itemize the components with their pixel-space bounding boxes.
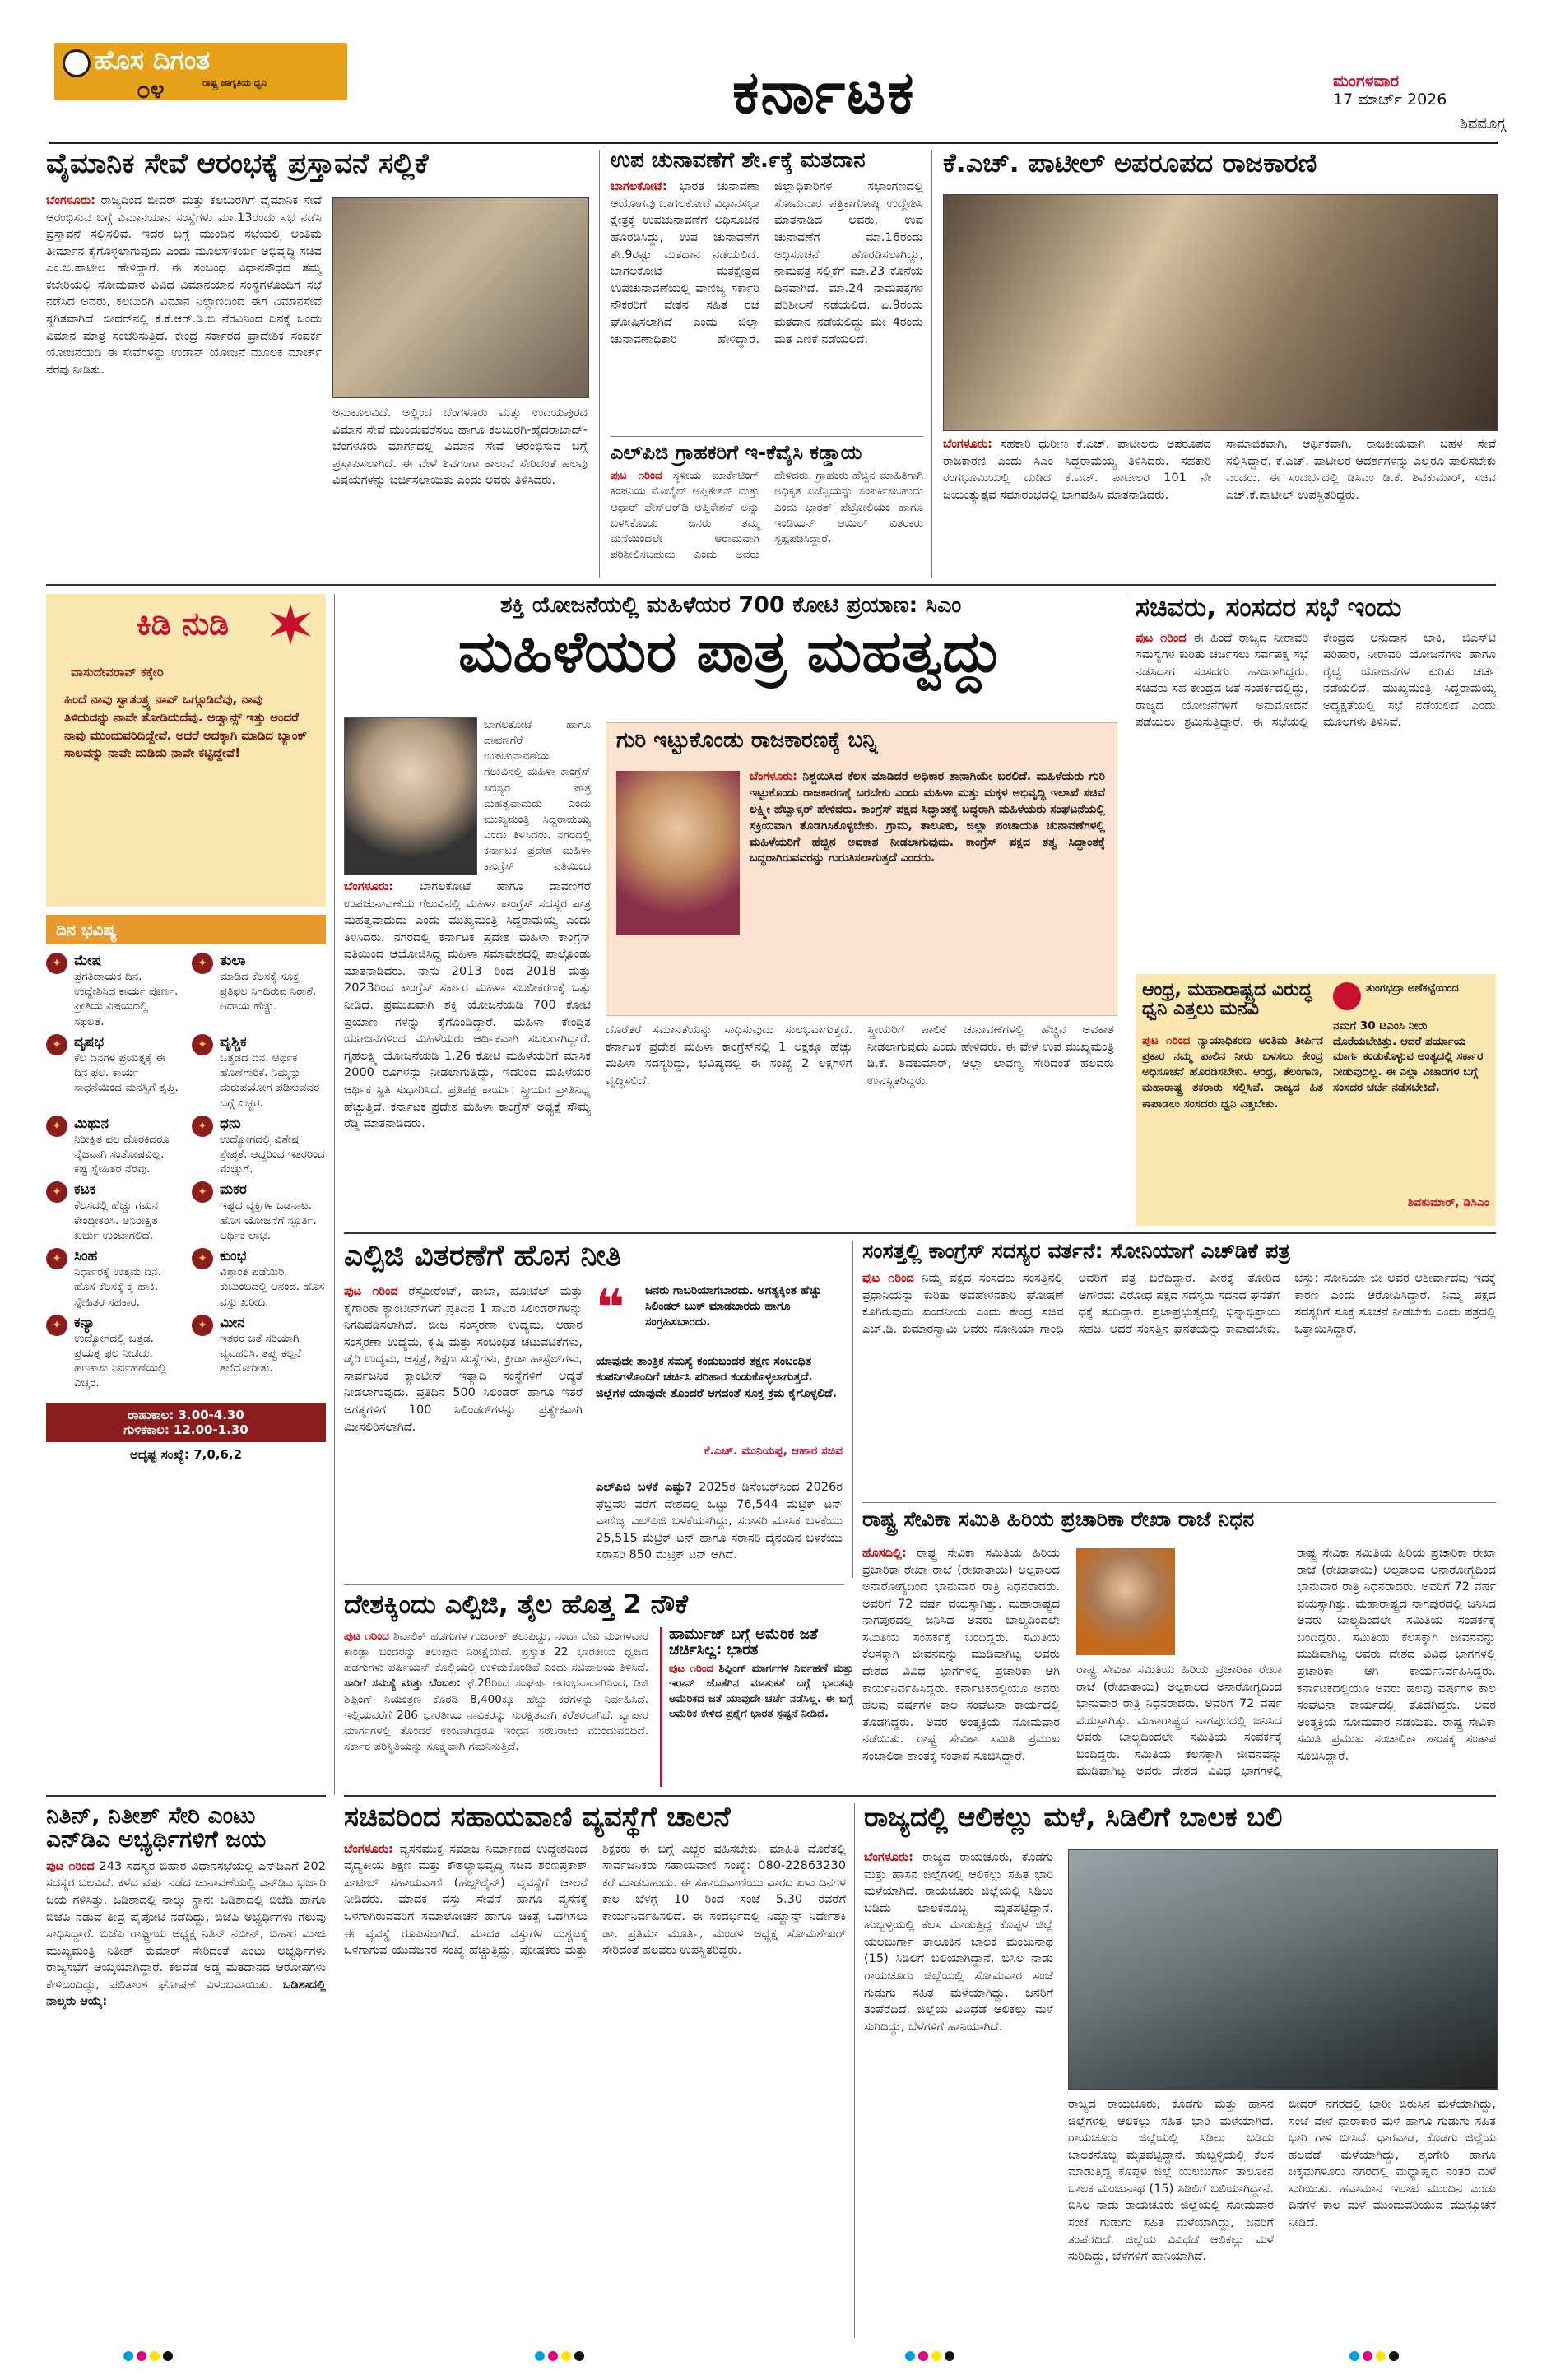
horoscope-item xyxy=(192,953,326,1029)
headline: ಉಪ ಚುನಾವಣೆಗೆ ಶೇ.೯ಕ್ಕೆ ಮತದಾನ xyxy=(611,148,866,173)
horoscope-text: ವಿಶ್ರಾಂತಿ ಪಡೆಯಿರಿ. ಕುಟುಂಬದಲ್ಲಿ ಆನಂದ. ಹೊಸ ವಸ್ತು ಖರೀದಿ. xyxy=(220,1265,325,1309)
divider xyxy=(854,1803,855,2338)
headline: ದೇಶಕ್ಕಿಂದು ಎಲ್ಪಿಜಿ, ತೈಲ ಹೊತ್ತ 2 ನೌಕೆ xyxy=(344,1589,688,1620)
sub-label: ಸಾರಿಗೆ ಸಮಸ್ಯೆ ಮತ್ತು ಬೆಂಬಲ: xyxy=(344,1677,461,1691)
registration-marks-left xyxy=(123,2351,173,2361)
zodiac-icon: ✦ xyxy=(46,1034,67,1055)
story-airport-col2: ಅನುಕೂಲವಿದೆ. ಅಲ್ಲಿಂದ ಬೆಂಗಳೂರು ಮತ್ತು ಉದಯಪುರದ ವಿಮಾನ ಸೇವೆ ಮುಂದುವರೆಸಲು ಹಾಗೂ ಕಲಬುರಗಿ-ಹೈದರಾಬಾದ್-ಬೆಂಗಳೂರು ಮಾರ್ಗದಲ್ಲಿ ವಿಮಾನ ಸೇವೆ ಆರಂಭಿಸುವ ಬಗ್ಗೆ ಪ್ರಸ್ತಾಪಿಸಲಾಗಿದೆ. ಈ ವೇಳೆ ಶಿವಗಂಗಾ ಕಾಲುವೆ ಸೇರಿದಂತೆ ಹಲವು ವಿಷಯಗಳನ್ನು ಚರ್ಚಿಸಲಾಯಿತು ಎಂದು ಅವರು ತಿಳಿಸಿದರು. xyxy=(332,406,588,488)
divider xyxy=(344,1584,844,1585)
divider xyxy=(334,594,335,1795)
horoscope-sign: ಧನು xyxy=(220,1115,241,1132)
horoscope-text: ನಿರ್ಧಾರಕ್ಕೆ ಉತ್ತಮ ದಿನ. ಹೊಸ ಕೆಲಸಕ್ಕೆ ಕೈ ಹಾಕಿ. ಸ್ನೇಹಿತರ ಸಹಕಾರ. xyxy=(74,1265,161,1309)
rahukala-box xyxy=(46,1403,326,1442)
zodiac-icon: ✦ xyxy=(192,1315,213,1336)
story-ministers xyxy=(1136,594,1496,968)
zodiac-icon: ✦ xyxy=(192,1116,213,1137)
kidi-nudi-author: ವಾಸುದೇವರಾವ್ ಕಕ್ಕೇರಿ xyxy=(71,665,164,680)
lucky-number: ಅದೃಷ್ಟ ಸಂಖ್ಯೆ: 7,0,6,2 xyxy=(129,1446,243,1462)
hebbalkar-photo xyxy=(616,771,740,935)
story-rain-col1 xyxy=(864,1849,1053,2335)
horoscope-sign: ವೃಷಭ xyxy=(74,1033,105,1051)
dateline: ಪುಟ ೧ರಿಂದ xyxy=(669,1662,713,1675)
headline: ಆಂಧ್ರ, ಮಹಾರಾಷ್ಟ್ರದ ವಿರುದ್ಧ ಧ್ವನಿ ಎತ್ತಲು ಮನವಿ xyxy=(1142,980,1312,1020)
divider xyxy=(599,150,600,578)
horoscope-title: ದಿನ ಭವಿಷ್ಯ xyxy=(46,915,326,944)
kicker: ಶಕ್ತಿ ಯೋಜನೆಯಲ್ಲಿ ಮಹಿಳೆಯರ 700 ಕೋಟಿ ಪ್ರಯಾಣ: ಸಿಎಂ xyxy=(499,592,962,618)
body-text-lead: ಬಾಗಲಕೋಟೆ ಹಾಗೂ ದಾವಣಗೆರೆ ಉಪಚುನಾವಣೆಯ ಗೆಲುವಿನಲ್ಲಿ ಮಹಿಳಾ ಕಾಂಗ್ರೆಸ್ ಸದಸ್ಯರ ಪಾತ್ರ ಮಹತ್ವವಾದುದು ಎಂದು ಮುಖ್ಯಮಂತ್ರಿ ಸಿದ್ದರಾಮಯ್ಯ ಎಂದು ತಿಳಿಸಿದರು. ನಗರದಲ್ಲಿ ಕರ್ನಾಟಕ ಪ್ರದೇಶ ಮಹಿಳಾ ಕಾಂಗ್ರೆಸ್ ವತಿಯಿಂದ xyxy=(484,718,591,874)
story-airport xyxy=(46,147,589,578)
divider xyxy=(46,1795,326,1797)
horoscope-item-text xyxy=(220,1034,326,1111)
andhra-byline: ಶಿವಕುಮಾರ್, ಡಿಸಿಎಂ xyxy=(1407,1196,1489,1209)
dateline: ಪುಟ ೧ರಿಂದ xyxy=(862,1272,914,1286)
divider xyxy=(344,1232,1496,1234)
horoscope-item xyxy=(192,1034,326,1111)
horoscope-item-text xyxy=(74,1315,180,1391)
andhra-side-text: ನಮಗೆ 30 ಟಿಎಂಸಿ ನೀರು ದೊರೆಯಬೇಕಿತ್ತು. ಆದರೆ ಪರ್ಯಾಯ ಮಾರ್ಗ ಕಂಡುಕೊಳ್ಳುವ ಅಂತ್ಯದಲ್ಲಿ ಸರ್ಕಾರ ನೀಡುವುದಿಲ್ಲ. ಈ ಎಲ್ಲಾ ವಿಚಾರಗಳ ಬಗ್ಗೆ ಸಂಸದರ ಚರ್ಚೆ ನಡೆಸಬೇಕಿದೆ. xyxy=(1333,1019,1484,1094)
horoscope-sign: ಮಿಥುನ xyxy=(74,1115,109,1132)
horoscope-sign: ಕನ್ಯಾ xyxy=(74,1314,95,1331)
story-rekha-col2: ರಾಷ್ಟ್ರ ಸೇವಿಕಾ ಸಮಿತಿಯ ಹಿರಿಯ ಪ್ರಚಾರಿಕಾ ರೇಖಾ ರಾಜೆ (ರೇಖಾತಾಯಿ) ಅಲ್ಪಕಾಲದ ಅನಾರೋಗ್ಯದಿಂದ ಭಾನುವಾರ ರಾತ್ರಿ ನಿಧನರಾದರು. ಅವರಿಗೆ 72 ವರ್ಷ ವಯಸ್ಸಾಗಿತ್ತು. ಮಹಾರಾಷ್ಟ್ರದ ನಾಗಪುರದಲ್ಲಿ ಜನಿಸಿದ ಅವರು ಬಾಲ್ಯದಿಂದಲೇ ಸಮಿತಿಯ ಸಂಪರ್ಕಕ್ಕೆ ಬಂದಿದ್ದರು. ಸಮಿತಿಯ ಕೆಲಸಕ್ಕಾಗಿ ಜೀವನವನ್ನು ಮುಡಿಪಾಗಿಟ್ಟ ಅವರು ದೇಶದ ವಿವಿಧ ಭಾಗಗಳಲ್ಲಿ xyxy=(1076,1663,1282,1779)
story-lpg-policy-col2 xyxy=(596,1479,843,1574)
story-shakti xyxy=(344,594,1117,1226)
masthead-rule xyxy=(49,142,1498,144)
horoscope-sign: ಮಕರ xyxy=(220,1181,247,1199)
story-lpg-policy-col1 xyxy=(344,1283,583,1573)
story-bypoll xyxy=(611,150,923,434)
body-text: ಸಹಕಾರಿ ಧುರೀಣ ಕೆ.ಎಚ್. ಪಾಟೀಲರು ಅಪರೂಪದ ರಾಜಕಾರಣಿ ಎಂದು ಸಿಎಂ ಸಿದ್ದರಾಮಯ್ಯ ತಿಳಿಸಿದರು. ಸಹಕಾರಿ ರಂಗಭೂಮಿಯಲ್ಲಿ ದುಡಿದ ಕೆ.ಎಚ್. ಪಾಟೀಲರ 101 ನೇ ಜಯಂತ್ಯುತ್ಸವ ಸಮಾರಂಭದಲ್ಲಿ ಭಾಗವಹಿಸಿ ಮಾತನಾಡಿದರು. xyxy=(943,438,1211,502)
dateline: ಬಾಗಲಕೋಟೆ: xyxy=(611,180,667,194)
horoscope-text: ಇಷ್ಟದ ವ್ಯಕ್ತಿಗಳ ಒಡನಾಟ. ಹೊಸ ಯೋಜನೆಗೆ ಸ್ಫೂರ್ತಿ. ಆರ್ಥಿಕ ಲಾಭ. xyxy=(220,1199,317,1242)
horoscope-text: ಪ್ರಗತಿದಾಯಕ ದಿನ. ಉದ್ದೇಶಿಸಿದ ಕಾರ್ಯ ಪೂರ್ಣ. ಪ್ರೀತಿಯ ವಿಷಯದಲ್ಲಿ ಸಫಲತೆ. xyxy=(74,970,179,1028)
horoscope-text: ಕೆಲಸದಲ್ಲಿ ಹೆಚ್ಚು ಗಮನ ಕೇಂದ್ರೀಕರಿಸಿ. ಅನಿರೀಕ್ಷಿತ ಖರ್ಚು ಉಂಟಾಗಲಿದೆ. xyxy=(74,1199,159,1242)
story-patil xyxy=(943,147,1496,578)
dateline: ಪುಟ ೧ರಿಂದ xyxy=(611,469,662,483)
registration-marks-center xyxy=(535,2351,584,2361)
story-patil-col2: ಸಾಮಾಜಿಕವಾಗಿ, ಆರ್ಥಿಕವಾಗಿ, ರಾಜಕೀಯವಾಗಿ ಬಹಳ ಸೇವೆ ಸಲ್ಲಿಸಿದ್ದಾರೆ. ಕೆ.ಎಚ್. ಪಾಟೀಲರ ಆದರ್ಶಗಳನ್ನು ಎಲ್ಲರೂ ಪಾಲಿಸಬೇಕು ಎಂದರು. ಈ ಸಂದರ್ಭದಲ್ಲಿ ಡಿಸಿಎಂ ಡಿ.ಕೆ. ಶಿವಕುಮಾರ್, ಸಚಿವ ಎಚ್.ಕೆ.ಪಾಟೀಲ್ ಉಪಸ್ಥಿತರಿದ್ದರು. xyxy=(1226,438,1496,502)
body-text: ರಾಜ್ಯದಿಂದ ಬೀದರ್ ಮತ್ತು ಕಲಬುರಗಿಗೆ ವೈಮಾನಿಕ ಸೇವೆ ಆರಂಭಿಸುವ ಬಗ್ಗೆ ವಿಮಾನಯಾನ ಸಂಸ್ಥೆಗಳು ಮಾ.13ರಂದು ಸಭೆ ನಡೆಸಿ ಪ್ರಸ್ತಾವನೆ ಸಲ್ಲಿಸಲಿವೆ. ಇದರ ಬಗ್ಗೆ ಮುಂದಿನ ಸಭೆಯಲ್ಲಿ ಅಂತಿಮ ತೀರ್ಮಾನ ಕೈಗೊಳ್ಳಲಾಗುವುದು ಎಂದು ಮೂಲಸೌಕರ್ಯ ಅಭಿವೃದ್ಧಿ ಸಚಿವ ಎಂ.ಬಿ.ಪಾಟೀಲ ಹೇಳಿದ್ದಾರೆ. ಈ ಸಂಬಂಧ ವಿಧಾನಸೌಧದ ತಮ್ಮ ಕಚೇರಿಯಲ್ಲಿ ಸೋಮವಾರ ವಿವಿಧ ವಿಮಾನಯಾನ ಸಂಸ್ಥೆಗಳೊಂದಿಗೆ ಸಭೆ ನಡೆಸಿದ ಅವರು, ಕಲಬುರಗಿ ವಿಮಾನ ನಿಲ್ದಾಣದಿಂದ ಈಗ ವಿಮಾನಸೇವೆ ಸ್ಥಗಿತವಾಗಿದೆ. ಬೀದರ್‌ನಲ್ಲಿ ಕೆ.ಕೆ.ಆರ್.ಡಿ.ಬಿ ನೆರವಿನಿಂದ ದಿನಕ್ಕೆ ಒಂದು ವಿಮಾನ ಮಾತ್ರ ಸಂಚರಿಸುತ್ತಿದೆ. ಕೇಂದ್ರ ಸರ್ಕಾರದ ಪ್ರಾದೇಶಿಕ ಸಂಪರ್ಕ ಯೋಜನೆಯಡಿ ಈ ಸೇವೆಗಳನ್ನು ಉಡಾನ್ ಯೋಜನೆ ಮೂಲಕ ಮಾರ್ಚ್ ನೆರವು ನೀಡಿತು. xyxy=(46,194,322,377)
horoscope-item-text xyxy=(74,1116,180,1177)
logo-title: ಹೊಸ ದಿಗಂತ xyxy=(94,44,211,76)
zodiac-icon: ✦ xyxy=(46,1315,67,1336)
dateline: ಬೆಂಗಳೂರು: xyxy=(46,194,95,207)
story-sonia-body xyxy=(862,1270,1496,1487)
quote-text: ಯಾವುದೇ ತಾಂತ್ರಿಕ ಸಮಸ್ಯೆ ಕಂಡುಬಂದರೆ ತಕ್ಷಣ ಸಂಬಂಧಿತ ಕಂಪನಿಗಳೊಂದಿಗೆ ಚರ್ಚಿಸಿ ಪರಿಹಾರ ಕಂಡುಕೊಳ್ಳಲಾಗುತ್ತದೆ. ಜಿಲ್ಲೆಗಳ ಯಾವುದೇ ತೊಂದರೆ ಆಗದಂತೆ ಸೂಕ್ತ ಕ್ರಮ ಕೈಗೊಳ್ಳಲಿದೆ. xyxy=(596,1355,837,1400)
story-shakti-col1 xyxy=(344,879,591,1224)
body-text: ಈ ಹಿಂದೆ ರಾಜ್ಯದ ನೀರಾವರಿ ಸಮಸ್ಯೆಗಳ ಕುರಿತು ಚರ್ಚಿಸಲು ಸರ್ವಪಕ್ಷ ಸಭೆ ನಡೆಸಿದಾಗ ಸಂಸದರು ಹಾಜರಾಗಿದ್ದರು. ಸಚಿವರು ಸಹ ಕೇಂದ್ರದ ಜತೆ ಸಂಪರ್ಕದಲ್ಲಿದ್ದು, ರಾಜ್ಯದ ಯೋಜನೆಗಳಿಗೆ ಅನುಮೋದನೆ ಪಡೆಯಲು ಶ್ರಮಿಸುತ್ತಿದ್ದಾರೆ. ಈ ಸಭೆಯಲ್ಲಿ ಕೇಂದ್ರದ ಅನುದಾನ ಬಾಕಿ, ಜಿಎಸ್‌ಟಿ ಪರಿಹಾರ, ನೀರಾವರಿ ಯೋಜನೆಗಳು ಹಾಗೂ ರೈಲ್ವೆ ಯೋಜನೆಗಳ ಕುರಿತು ಚರ್ಚೆ ನಡೆಯಲಿದೆ. ಮುಖ್ಯಮಂತ್ರಿ ಸಿದ್ದರಾಮಯ್ಯ ಅಧ್ಯಕ್ಷತೆಯಲ್ಲಿ ಸಭೆ ನಡೆಯಲಿದೆ ಎಂದು ಮೂಲಗಳು ತಿಳಿಸಿವೆ. xyxy=(1136,631,1496,730)
horoscope-sign: ಕಟಕ xyxy=(74,1181,96,1199)
city-label: ಶಿವಮೊಗ್ಗ xyxy=(1460,115,1506,132)
logo xyxy=(54,43,347,104)
headline: ಸಚಿವರು, ಸಂಸದರ ಸಭೆ ಇಂದು xyxy=(1136,592,1402,623)
story-oil-ships xyxy=(344,1589,853,1788)
horoscope-text: ಕೆಲ ದಿನಗಳ ಪ್ರಯತ್ನಕ್ಕೆ ಈ ದಿನ ಫಲ. ಕಾರ್ಯ ಸಾಧನೆಯಿಂದ ಮನಸ್ಸಿಗೆ ತೃಪ್ತಿ. xyxy=(74,1051,179,1095)
horoscope-sign: ಸಿಂಹ xyxy=(74,1248,98,1265)
horoscope-sign: ವೃಶ್ಚಿಕ xyxy=(220,1033,247,1051)
headline: ಎಲ್‌ಪಿಜಿ ಗ್ರಾಹಕರಿಗೆ ಇ-ಕೆವೈಸಿ ಕಡ್ಡಾಯ xyxy=(611,441,862,464)
dateline: ಪುಟ ೧ರಿಂದ xyxy=(1142,1034,1191,1047)
headline: ಮಹಿಳೆಯರ ಪಾತ್ರ ಮಹತ್ವದ್ದು xyxy=(457,618,1004,686)
quote-box xyxy=(606,722,1117,1016)
masthead-date-block xyxy=(1333,71,1506,132)
body-text: ಶಿಪ್ಪಿಂಗ್ ಮಾರ್ಗಗಳ ನಿರ್ವಹಣೆ ಮತ್ತು ಇರಾನ್ ಜೊತೆಗಿನ ಮಾತುಕತೆ ಬಗ್ಗೆ ಭಾರತವು ಅಮೆರಿಕದ ಜತೆ ಯಾವುದೇ ಚರ್ಚೆ ನಡೆಸಿಲ್ಲ. ಈ ಬಗ್ಗೆ ಅಮೆರಿಕ ಕೇಳಿದ ಪ್ರಶ್ನೆಗೆ ಭಾರತ ಸ್ಪಷ್ಟನೆ ನೀಡಿದೆ. xyxy=(669,1662,853,1721)
registration-marks-center-right xyxy=(905,2351,954,2361)
body-text: ಶಿವಾಲಿಕ್ ಹಡಗುಗಳ ಗುಜರಾತ್ ತಲುಪಿದ್ದು, ನಂದಾ ದೇವಿ ಮಂಗಳವಾರ ಕಾಂಡ್ಲಾ ಬಂದರನ್ನು ತಲುಪುವ ನಿರೀಕ್ಷೆಯಿದೆ. ಪ್ರಸ್ತುತ 22 ಭಾರತೀಯ ಧ್ವಜದ ಹಡಗುಗಳು ಪರ್ಷಿಯನ್ ಕೊಲ್ಲಿಯಲ್ಲಿ ಉಳಿದುಕೊಂಡಿವೆ ಎಂದು ಸಚಿವಾಲಯ ತಿಳಿಸಿದೆ. xyxy=(344,1630,648,1675)
zodiac-icon: ✦ xyxy=(192,1034,213,1055)
page-number: ೦೪ xyxy=(137,76,165,104)
dateline: ಪುಟ ೧ರಿಂದ xyxy=(1136,631,1187,645)
zodiac-icon: ✦ xyxy=(46,1116,67,1137)
headline: ಸಂಸತ್ತಲ್ಲಿ ಕಾಂಗ್ರೆಸ್ ಸದಸ್ಯರ ವರ್ತನೆ: ಸೋನಿಯಾಗೆ ಎಚ್‌ಡಿಕೆ ಪತ್ರ xyxy=(862,1239,1290,1263)
zodiac-icon: ✦ xyxy=(46,1248,67,1269)
story-helpline xyxy=(344,1803,846,2338)
horoscope-item-text xyxy=(74,1181,180,1243)
story-rekha xyxy=(862,1509,1496,1787)
shakti-cont-col1: ದೊರೆತರೆ ಸಮಾನತೆಯನ್ನು ಸಾಧಿಸುವುದು ಸುಲಭವಾಗುತ್ತದೆ. ಕರ್ನಾಟಕ ಪ್ರದೇಶ ಮಹಿಳಾ ಕಾಂಗ್ರೆಸ್‌ನಲ್ಲಿ 1 ಲಕ್ಷಕ್ಕೂ ಹೆಚ್ಚು ಮಹಿಳಾ ಸದಸ್ಯರಿದ್ದು, ಭವಿಷ್ಯದಲ್ಲಿ ಈ ಸಂಖ್ಯೆ 2 ಲಕ್ಷಗಳಿಗೆ ವೃದ್ಧಿಸಲಿದೆ. xyxy=(606,1023,852,1088)
hormuz-body xyxy=(669,1662,853,1757)
horoscope-item xyxy=(46,1248,180,1310)
headline: ವೈಮಾನಿಕ ಸೇವೆ ಆರಂಭಕ್ಕೆ ಪ್ರಸ್ತಾವನೆ ಸಲ್ಲಿಕೆ xyxy=(46,147,429,180)
horoscope-item xyxy=(192,1248,326,1310)
rahukala: ರಾಹುಕಾಲ: 3.00-4.30 xyxy=(128,1407,244,1422)
quote-author: ಕೆ.ಎಚ್. ಮುನಿಯಪ್ಪ, ಆಹಾರ ಸಚಿವ xyxy=(704,1445,843,1458)
zodiac-icon: ✦ xyxy=(46,1181,67,1203)
story-airport-col1 xyxy=(46,193,322,575)
dateline: ಬೆಂಗಳೂರು: xyxy=(344,1842,393,1856)
section-title: ಕರ್ನಾಟಕ xyxy=(732,58,916,127)
divider xyxy=(46,584,1496,586)
dateline: ಬೆಂಗಳೂರು: xyxy=(344,880,393,893)
horoscope-text: ಮಾಡಿದ ಕೆಲಸಕ್ಕೆ ಸೂಕ್ತ ಪ್ರತಿಫಲ ಸಿಗದಿರುವ ನಿರಾಶೆ. ಆದಾಯ ಹೆಚ್ಚು. xyxy=(220,970,317,1014)
headline: ರಾಜ್ಯದಲ್ಲಿ ಆಲಿಕಲ್ಲು ಮಳೆ, ಸಿಡಿಲಿಗೆ ಬಾಲಕ ಬಲಿ xyxy=(864,1801,1283,1833)
body-text: ವ್ಯಸನಮುಕ್ತ ಸಮಾಜ ನಿರ್ಮಾಣದ ಉದ್ದೇಶದಿಂದ ವೈದ್ಯಕೀಯ ಶಿಕ್ಷಣ ಮತ್ತು ಕೌಶಲ್ಯಾಭಿವೃದ್ಧಿ ಸಚಿವ ಶರಣಪ್ರಕಾಶ್ ಪಾಟೀಲ್ ಸಹಾಯವಾಣಿ (ಹೆಲ್ಪ್‌ಲೈನ್) ವ್ಯವಸ್ಥೆಗೆ ಚಾಲನೆ ನೀಡಿದರು. ಮಾದಕ ವಸ್ತು ಸೇವನೆ ಹಾಗೂ ವ್ಯಸನಕ್ಕೆ ಒಳಗಾಗಿರುವವರಿಗೆ ಸಮಾಲೋಚನೆ ಹಾಗೂ ಚಿಕಿತ್ಸೆ ಒದಗಿಸಲು ಈ ವ್ಯವಸ್ಥೆ ರೂಪಿಸಲಾಗಿದೆ. ಮಾದಕ ವಸ್ತುಗಳ ದುಶ್ಚಟಕ್ಕೆ ಒಳಗಾಗುವ ಯುವಜನರ ಸಂಖ್ಯೆ ಹೆಚ್ಚುತ್ತಿದ್ದು, ಪೋಷಕರು ಮತ್ತು ಶಿಕ್ಷಕರು ಈ ಬಗ್ಗೆ ಎಚ್ಚರ ವಹಿಸಬೇಕು. ಮಾಹಿತಿ ದೊರೆತಲ್ಲಿ ಸಾರ್ವಜನಿಕರು ಸಹಾಯವಾಣಿ ಸಂಖ್ಯೆ: 080-22863230 ಕರೆ ಮಾಡಬಹುದು. ಈ ಸಹಾಯವಾಣಿಯು ವಾರದ ಏಳು ದಿನಗಳ ಕಾಲ ಬೆಳಗ್ಗೆ 10 ರಿಂದ ಸಂಜೆ 5.30 ರವರೆಗೆ ಕಾರ್ಯನಿರ್ವಹಿಸಲಿದೆ. ಈ ಸಂದರ್ಭದಲ್ಲಿ ನಿಮ್ಹಾನ್ಸ್ ನಿರ್ದೇಶಕಿ ಡಾ. ಪ್ರತಿಮಾ ಮೂರ್ತಿ, ಮಂಡಳಿ ಅಧ್ಯಕ್ಷ ಸೋಮಶೇಖರ್ ಸೇರಿದಂತೆ ಹಲವರು ಉಪಸ್ಥಿತರಿದ್ದರು. xyxy=(344,1842,846,1958)
horoscope-item xyxy=(46,1116,180,1177)
body-text: ನಿಮ್ಮ ಪಕ್ಷದ ಸಂಸದರು ಸಂಸತ್ತಿನಲ್ಲಿ ಪ್ರಧಾನಿಯನ್ನು ಕುರಿತು ಅವಹೇಳನಕಾರಿ ಘೋಷಣೆ ಕೂಗಿರುವುದು ಖಂಡನೀಯ ಎಂದು ಕೇಂದ್ರ ಸಚಿವ ಎಚ್.ಡಿ. ಕುಮಾರಸ್ವಾಮಿ ಅವರು ಸೋನಿಯಾ ಗಾಂಧಿ ಅವರಿಗೆ ಪತ್ರ ಬರೆದಿದ್ದಾರೆ. ಪೀಠಕ್ಕೆ ತೋರಿದ ಅಗೌರವ: ವಿರೋಧ ಪಕ್ಷದ ಸದಸ್ಯರು ಸದನದ ಘನತೆಗೆ ಧಕ್ಕೆ ತಂದಿದ್ದಾರೆ. ಪ್ರಜಾಪ್ರಭುತ್ವದಲ್ಲಿ ಭಿನ್ನಾಭಿಪ್ರಾಯ ಸಹಜ. ಆದರೆ ಸಂಸತ್ತಿನ ಘನತೆಯನ್ನು ಕಾಪಾಡಬೇಕು. ಬೆಸ್ತು: ಸೋನಿಯಾ ಜೀ ಅವರ ಆಶೀರ್ವಾದವು ಇದಕ್ಕೆ ಕಾರಣ ಎಂದು ಆರೋಪಿಸಿದ್ದಾರೆ. ನಿಮ್ಮ ಪಕ್ಷದ ಸದಸ್ಯರಿಗೆ ಸೂಕ್ತ ಸೂಚನೆ ನೀಡಬೇಕು ಎಂದು ಪತ್ರದಲ್ಲಿ ಒತ್ತಾಯಿಸಿದ್ದಾರೆ. xyxy=(862,1272,1496,1336)
divider xyxy=(344,1795,1496,1797)
dateline: ಬೆಂಗಳೂರು: xyxy=(864,1851,913,1864)
date-label: 17 ಮಾರ್ಚ್ 2026 xyxy=(1333,90,1447,109)
horoscope-item-text xyxy=(74,1248,180,1310)
story-shakti-col1b xyxy=(484,717,591,874)
zodiac-icon: ✦ xyxy=(46,953,67,974)
masthead xyxy=(0,0,1542,144)
body-text: ರೆಸ್ಟೋರೆಂಟ್, ಡಾಬಾ, ಹೋಟೆಲ್ ಮತ್ತು ಕೈಗಾರಿಕಾ ಕ್ಯಾಂಟೀನ್‌ಗಳಿಗೆ ಪ್ರತಿದಿನ 1 ಸಾವಿರ ಸಿಲಿಂಡರ್‌ಗಳನ್ನು ನಿಗದಿಪಡಿಸಲಾಗಿದೆ. ಬೀಜ ಸಂಸ್ಕರಣಾ ಉದ್ಯಮ, ಆಹಾರ ಸಂಸ್ಕರಣಾ ಉದ್ಯಮ, ಕೃಷಿ ಮತ್ತು ಸಂಬಂಧಿತ ಚಟುವಟಿಕೆಗಳು, ಡೈರಿ ಉದ್ಯಮ, ಆಸ್ಪತ್ರೆ, ಶಿಕ್ಷಣ ಸಂಸ್ಥೆಗಳು, ಕ್ರೀಡಾ ಹಾಸ್ಟೆಲ್‌ಗಳು, ಸಾರ್ವಜನಿಕ ಕ್ಯಾಂಟೀನ್ ಇತ್ಯಾದಿ ಸಂಸ್ಥೆಗಳಿಗೆ ಆದ್ಯತೆ ನೀಡಲಾಗುವುದು. ಪ್ರತಿದಿನ 500 ಸಿಲಿಂಡರ್ ಹಾಗೂ ಇತರೆ ಅಗತ್ಯಗಳಿಗೆ 100 ಸಿಲಿಂಡರ್‌ಗಳನ್ನು ಪ್ರತ್ಯೇಕವಾಗಿ ಮೀಸಲಿರಿಸಲಾಗಿದೆ. xyxy=(344,1285,583,1434)
cm-photo xyxy=(344,717,477,875)
body-text: ಸ್ಥಳೀಯ ಮಾರ್ಕೆಟಿಂಗ್ ಕಂಪನಿಯ ಮೊಬೈಲ್ ಆಪ್ಲಿಕೇಶನ್ ಮತ್ತು ಆಧಾರ್ ಫೇಸ್‌ಆರ್‌ಡಿ ಆಪ್ಲಿಕೇಶನ್ ಅನ್ನು ಬಳಸಿಕೊಂಡು ಜನರು ತಮ್ಮ ಮನೆಯಿಂದಲೇ ಆರಾಮವಾಗಿ ಪರಿಶೀಲಿಸಬಹುದು ಎಂದು ಅವರು ಹೇಳಿದರು. ಗ್ರಾಹಕರು ಹೆಚ್ಚಿನ ಮಾಹಿತಿಗಾಗಿ ಅಧಿಕೃತ ಏಜೆನ್ಸಿಯನ್ನು ಸಂಪರ್ಕಿಸಬಹುದು ಎಂದು ಭಾರತ್ ಪೆಟ್ರೋಲಿಯಂ ಹಾಗೂ ಇಂಡಿಯನ್ ಆಯಿಲ್ ವಿತರಕರು ಸ್ಪಷ್ಟಪಡಿಸಿದ್ದಾರೆ. xyxy=(611,469,923,561)
horoscope-text: ಒತ್ತಡದ ದಿನ. ಆರ್ಥಿಕ ಹೊಣೆಗಾರಿಕೆ. ನಿಮ್ಮನ್ನು ದುರುಪಯೋಗ ಪಡಿಸುವವರ ಬಗ್ಗೆ ಎಚ್ಚರ. xyxy=(220,1051,320,1110)
dam-icon xyxy=(1333,982,1361,1010)
quote-mark-icon: ❝ xyxy=(596,1279,625,1337)
horoscope-sign: ಕುಂಭ xyxy=(220,1248,247,1265)
horoscope xyxy=(46,915,326,1787)
body-text: ಬಾಗಲಕೋಟೆ ಹಾಗೂ ದಾವಣಗೆರೆ ಉಪಚುನಾವಣೆಯ ಗೆಲುವಿನಲ್ಲಿ ಮಹಿಳಾ ಕಾಂಗ್ರೆಸ್ ಸದಸ್ಯರ ಪಾತ್ರ ಮಹತ್ವವಾದುದು ಎಂದು ಮುಖ್ಯಮಂತ್ರಿ ಸಿದ್ದರಾಮಯ್ಯ ಎಂದು ತಿಳಿಸಿದರು. ನಗರದಲ್ಲಿ ಕರ್ನಾಟಕ ಪ್ರದೇಶ ಮಹಿಳಾ ಕಾಂಗ್ರೆಸ್ ವತಿಯಿಂದ ಆಯೋಜಿಸಿದ್ದ ಮಹಿಳಾ ಸಮಾವೇಶದಲ್ಲಿ ಪಾಲ್ಗೊಂಡು ಮಾತನಾಡಿದರು. ನಾನು 2013 ರಿಂದ 2018 ಮತ್ತು 2023ರಿಂದ ಕಾಂಗ್ರೆಸ್ ಸರ್ಕಾರ ಮಹಿಳಾ ಸಬಲೀಕರಣಕ್ಕೆ ಒತ್ತು ನೀಡಿದೆ. ಪ್ರಮುಖವಾಗಿ ಶಕ್ತಿ ಯೋಜನೆಯಡಿ 700 ಕೋಟಿ ಪ್ರಯಾಣ ಗಳನ್ನು ಕೈಗೊಂಡಿದ್ದಾರೆ. ಮಹಿಳಾ ಕೇಂದ್ರಿತ ಯೋಜನೆಗಳಿಂದ ಮಹಿಳೆಯರು ಆರ್ಥಿಕವಾಗಿ ಸಬಲರಾಗಿದ್ದಾರೆ. ಗೃಹಲಕ್ಷ್ಮಿ ಯೋಜನೆಯಡಿ 1.26 ಕೋಟಿ ಮಹಿಳೆಯರಿಗೆ ಮಾಸಿಕ 2000 ರೂಗಳನ್ನು ನೀಡಲಾಗುತ್ತಿದ್ದು, ಇದರಿಂದ ಮಹಿಳೆಯರ ಆರ್ಥಿಕ ಸ್ಥಿತಿ ಸುಧಾರಿಸಿದೆ. ಪ್ರತಿಪಕ್ಷ ಕಾರ್ಯ: ಸ್ತ್ರೀಯರ ಪ್ರಾತಿನಿಧ್ಯ ಹೆಚ್ಚುತ್ತಿದೆ. ಕರ್ನಾಟಕ ಪ್ರದೇಶ ಮಹಿಳಾ ಕಾಂಗ್ರೆಸ್ ಅಧ್ಯಕ್ಷೆ ಸೌಮ್ಯ ರೆಡ್ಡಿ ಮಾತನಾಡಿದರು. xyxy=(344,880,591,1131)
horoscope-item-text xyxy=(220,1248,326,1310)
horoscope-item-text xyxy=(220,1181,326,1243)
dateline: ಪುಟ ೧ರಿಂದ xyxy=(344,1285,398,1298)
kidi-nudi-box xyxy=(46,594,326,907)
body-text: 243 ಸದಸ್ಯರ ಬಿಹಾರ ವಿಧಾನಸಭೆಯಲ್ಲಿ ಎನ್‌ಡಿಎಗೆ 202 ಸದಸ್ಯರ ಬಲವಿದೆ. ಕಳೆದ ವರ್ಷ ನಡೆದ ಚುನಾವಣೆಯಲ್ಲಿ ಎನ್‌ಡಿಎ ಭರ್ಜರಿ ಜಯ ಗಳಿಸಿತ್ತು. ಒಡಿಶಾದಲ್ಲಿ ನಾಲ್ಕು ಸ್ಥಾನ: ಒಡಿಶಾದಲ್ಲಿ ಬಿಜೆಡಿ ಹಾಗೂ ಬಿಜೆಪಿ ನಡುವೆ ತೀವ್ರ ಪೈಪೋಟಿ ನಡೆದಿದ್ದು, ಬಿಜೆಪಿ ಅಭ್ಯರ್ಥಿಗಳು ಗೆಲುವು ಸಾಧಿಸಿದ್ದಾರೆ. ಬಿಜೆಪಿ ರಾಷ್ಟ್ರೀಯ ಅಧ್ಯಕ್ಷ ನಿತಿನ್ ನಬೀನ್, ಬಿಹಾರ ಮಾಜಿ ಮುಖ್ಯಮಂತ್ರಿ ನಿತೀಶ್ ಕುಮಾರ್ ಸೇರಿದಂತೆ ಎಂಟು ಅಭ್ಯರ್ಥಿಗಳು ರಾಜ್ಯಸಭೆಗೆ ಆಯ್ಕೆಯಾಗಿದ್ದಾರೆ. ಕೆಲವೆಡೆ ಅಡ್ಡ ಮತದಾನದ ಆರೋಪಗಳು ಕೇಳಿಬಂದಿದ್ದು, ಫಲಿತಾಂಶ ಘೋಷಣೆ ವಿಳಂಬವಾಯಿತು. xyxy=(46,1859,326,1992)
story-rain-col3: ಬೀದರ್ ನಗರದಲ್ಲಿ ಭಾರೀ ಬಿರುಸಿನ ಮಳೆಯಾಗಿದ್ದು, ಸಂಜೆ ವೇಳೆ ಧಾರಾಕಾರ ಮಳೆ ಹಾಗೂ ಗುಡುಗು ಸಹಿತ ಭಾರಿ ಗಾಳಿ ಬೀಸಿದೆ. ಧಾರವಾಡ, ಕೊಡಗು ಜಿಲ್ಲೆಯ ಹಲವೆಡೆ ಮಳೆಯಾಗಿದ್ದು, ಶೃಂಗೇರಿ ಹಾಗೂ ಚಿಕ್ಕಮಗಳೂರು ನಗರದಲ್ಲಿ ಮಧ್ಯಾಹ್ನದ ನಂತರ ಮಳೆ ಸುರಿಯಿತು. ಹವಾಮಾನ ಇಲಾಖೆ ಮುಂದಿನ ಎರಡು ದಿನಗಳ ಕಾಲ ಮಳೆ ಮುಂದುವರಿಯುವ ಮುನ್ಸೂಚನೆ ನೀಡಿದೆ. xyxy=(1289,2098,1496,2230)
horoscope-item xyxy=(46,953,180,1029)
hormuz-box xyxy=(660,1627,853,1787)
spark-icon xyxy=(270,604,311,645)
day-label: ಮಂಗಳವಾರ xyxy=(1333,71,1400,90)
body-text: ರಾಷ್ಟ್ರ ಸೇವಿಕಾ ಸಮಿತಿಯ ಹಿರಿಯ ಪ್ರಚಾರಿಕಾ ರೇಖಾ ರಾಜೆ (ರೇಖಾತಾಯಿ) ಅಲ್ಪಕಾಲದ ಅನಾರೋಗ್ಯದಿಂದ ಭಾನುವಾರ ರಾತ್ರಿ ನಿಧನರಾದರು. ಅವರಿಗೆ 72 ವರ್ಷ ವಯಸ್ಸಾಗಿತ್ತು. ಮಹಾರಾಷ್ಟ್ರದ ನಾಗಪುರದಲ್ಲಿ ಜನಿಸಿದ ಅವರು ಬಾಲ್ಯದಿಂದಲೇ ಸಮಿತಿಯ ಸಂಪರ್ಕಕ್ಕೆ ಬಂದಿದ್ದರು. ಸಮಿತಿಯ ಕೆಲಸಕ್ಕಾಗಿ ಜೀವನವನ್ನು ಮುಡಿಪಾಗಿಟ್ಟ ಅವರು ದೇಶದ ವಿವಿಧ ಭಾಗಗಳಲ್ಲಿ ಪ್ರಚಾರಿಕಾ ಆಗಿ ಕಾರ್ಯನಿರ್ವಹಿಸಿದ್ದರು. ಕರ್ನಾಟಕದಲ್ಲಿಯೂ ಅವರು ಹಲವು ವರ್ಷಗಳ ಕಾಲ ಸಂಘಟನಾ ಕಾರ್ಯದಲ್ಲಿ ತೊಡಗಿದ್ದರು. ಅವರ ಅಂತ್ಯಕ್ರಿಯೆ ಸೋಮವಾರ ನಡೆಯಿತು. ರಾಷ್ಟ್ರ ಸೇವಿಕಾ ಸಮಿತಿ ಪ್ರಮುಖ ಸಂಚಾಲಿಕಾ ಶಾಂತಕ್ಕ ಸಂತಾಪ ಸೂಚಿಸಿದ್ದಾರೆ. xyxy=(862,1547,1060,1763)
story-nitin xyxy=(46,1803,326,2338)
divider xyxy=(852,1241,853,1578)
body-text: ರಾಜ್ಯದ ರಾಯಚೂರು, ಕೊಡಗು ಮತ್ತು ಹಾಸನ ಜಿಲ್ಲೆಗಳಲ್ಲಿ ಆಲಿಕಲ್ಲು ಸಹಿತ ಭಾರಿ ಮಳೆಯಾಗಿದೆ. ರಾಯಚೂರು ಜಿಲ್ಲೆಯಲ್ಲಿ ಸಿಡಿಲು ಬಡಿದು ಬಾಲಕನೊಬ್ಬ ಮೃತಪಟ್ಟಿದ್ದಾನೆ. ಹುಬ್ಬಳ್ಳಿಯಲ್ಲಿ ಕೆಲಸ ಮಾಡುತ್ತಿದ್ದ ಕೊಪ್ಪಳ ಜಿಲ್ಲೆ ಯಲಬುರ್ಗಾ ತಾಲೂಕಿನ ಬಾಲಕ ಮಂಜುನಾಥ (15) ಸಿಡಿಲಿಗೆ ಬಲಿಯಾಗಿದ್ದಾನೆ. ಬಿಸಿಲ ನಾಡು ರಾಯಚೂರು ಜಿಲ್ಲೆಯಲ್ಲಿ ಸೋಮವಾರ ಸಂಜೆ ಗುಡುಗು ಸಹಿತ ಮಳೆಯಾಗಿದ್ದು, ಜನರಿಗೆ ತಂಪೆರೆದಿದೆ. ಜಿಲ್ಲೆಯ ವಿವಿಧೆಡೆ ಆಲಿಕಲ್ಲು ಮಳೆ ಸುರಿದಿದ್ದು, ಬೆಳೆಗಳಿಗೆ ಹಾನಿಯಾಗಿದೆ. xyxy=(864,1851,1053,2034)
rain-photo xyxy=(1068,1849,1498,2090)
zodiac-icon: ✦ xyxy=(192,1248,213,1269)
horoscope-item xyxy=(192,1315,326,1391)
body-text: ಭಾರತ ಚುನಾವಣಾ ಆಯೋಗವು ಬಾಗಲಕೋಟೆ ವಿಧಾನಸಭಾ ಕ್ಷೇತ್ರಕ್ಕೆ ಉಪಚುನಾವಣೆಗೆ ಅಧಿಸೂಚನೆ ಹೊರಡಿಸಿದ್ದು, ಉಪ ಚುನಾವಣೆಗೆ ಶೇ.9ರಷ್ಟು ಮತದಾನ ನಡೆಯಲಿದೆ. ಬಾಗಲಕೋಟೆ ಮತಕ್ಷೇತ್ರದ ಉಪಚುನಾವಣೆಯಲ್ಲಿ ವಾಣಿಜ್ಯ ಸರ್ಕಾರಿ ನೌಕರರಿಗೆ ವೇತನ ಸಹಿತ ರಜೆ ಘೋಷಿಸಲಾಗಿದೆ ಎಂದು ಜಿಲ್ಲಾ ಚುನಾವಣಾಧಿಕಾರಿ ಹೇಳಿದ್ದಾರೆ. ಜಿಲ್ಲಾಧಿಕಾರಿಗಳ ಸಭಾಂಗಣದಲ್ಲಿ ಸೋಮವಾರ ಪತ್ರಿಕಾಗೋಷ್ಠಿ ಉದ್ದೇಶಿಸಿ ಮಾತನಾಡಿದ ಅವರು, ಉಪ ಚುನಾವಣೆಗೆ ಮಾ.16ರಂದು ಅಧಿಸೂಚನೆ ಹೊರಡಿಸಲಾಗಿದ್ದು, ನಾಮಪತ್ರ ಸಲ್ಲಿಕೆಗೆ ಮಾ.23 ಕೊನೆಯ ದಿನವಾಗಿದೆ. ಮಾ.24 ನಾಮಪತ್ರಗಳ ಪರಿಶೀಲನೆ ನಡೆಯಲಿದೆ. ಏ.9ರಂದು ಮತದಾನ ನಡೆಯಲಿದ್ದು ಮೇ 4ರಂದು ಮತ ಎಣಿಕೆ ನಡೆಯಲಿದೆ. xyxy=(611,180,923,346)
story-andhra-body xyxy=(1142,1033,1323,1222)
story-bypoll-body xyxy=(611,179,923,421)
headline: ಎಲ್ಪಿಜಿ ವಿತರಣೆಗೆ ಹೊಸ ನೀತಿ xyxy=(344,1239,622,1273)
horoscope-item-text xyxy=(220,953,326,1029)
story-ministers-body xyxy=(1136,630,1496,959)
horoscope-text: ನಿರೀಕ್ಷಿತ ಫಲ ದೊರಕಿದರೂ ನೈಜವಾಗಿ ಸಂತೋಷವಿಲ್ಲ. ಕಷ್ಟ ಸ್ನೇಹಿತರ ನೆರವು. xyxy=(74,1132,170,1176)
registration-marks-right xyxy=(1349,2351,1399,2361)
horoscope-item xyxy=(46,1315,180,1391)
zodiac-icon: ✦ xyxy=(192,1181,213,1203)
horoscope-sign: ತುಲಾ xyxy=(220,953,246,969)
dateline: ಹೊಸದಿಲ್ಲಿ: xyxy=(862,1547,907,1560)
rekha-photo xyxy=(1076,1548,1175,1655)
quote-head: ಜನರು ಗಾಬರಿಯಾಗಬಾರದು. ಅಗತ್ಯಕ್ಕಿಂತ ಹೆಚ್ಚು ಸಿಲಿಂಡರ್ ಬುಕ್ ಮಾಡಬಾರದು ಹಾಗೂ ಸಂಗ್ರಹಿಸಬಾರದು. xyxy=(645,1284,822,1329)
quote-block xyxy=(596,1279,843,1473)
story-sonia xyxy=(862,1241,1496,1496)
divider xyxy=(862,1502,1496,1503)
horoscope-grid xyxy=(46,953,326,1396)
horoscope-item xyxy=(46,1034,180,1111)
quote-title: ಗುರಿ ಇಟ್ಟುಕೊಂಡು ರಾಜಕಾರಣಕ್ಕೆ ಬನ್ನಿ xyxy=(616,728,878,753)
body-text: ನ್ಯಾಯಾಧಿಕರಣ ಅಂತಿಮ ತೀರ್ಪಿನ ಪ್ರಕಾರ ನಮ್ಮ ಪಾಲಿನ ನೀರು ಬಳಸಲು ಕೇಂದ್ರ ಅಧಿಸೂಚನೆ ಹೊರಡಿಸಬೇಕು. ಆಂಧ್ರ, ತೆಲಂಗಾಣ, ಮಹಾರಾಷ್ಟ್ರ ತಕರಾರು ಸಲ್ಲಿಸಿವೆ. ರಾಜ್ಯದ ಹಿತ ಕಾಪಾಡಲು ಸಂಸದರು ಧ್ವನಿ ಎತ್ತಬೇಕು. xyxy=(1142,1034,1323,1111)
story-rekha-col3: ರಾಷ್ಟ್ರ ಸೇವಿಕಾ ಸಮಿತಿಯ ಹಿರಿಯ ಪ್ರಚಾರಿಕಾ ರೇಖಾ ರಾಜೆ (ರೇಖಾತಾಯಿ) ಅಲ್ಪಕಾಲದ ಅನಾರೋಗ್ಯದಿಂದ ಭಾನುವಾರ ರಾತ್ರಿ ನಿಧನರಾದರು. ಅವರಿಗೆ 72 ವರ್ಷ ವಯಸ್ಸಾಗಿತ್ತು. ಮಹಾರಾಷ್ಟ್ರದ ನಾಗಪುರದಲ್ಲಿ ಜನಿಸಿದ ಅವರು ಬಾಲ್ಯದಿಂದಲೇ ಸಮಿತಿಯ ಸಂಪರ್ಕಕ್ಕೆ ಬಂದಿದ್ದರು. ಸಮಿತಿಯ ಕೆಲಸಕ್ಕಾಗಿ ಜೀವನವನ್ನು ಮುಡಿಪಾಗಿಟ್ಟ ಅವರು ದೇಶದ ವಿವಿಧ ಭಾಗಗಳಲ್ಲಿ ಪ್ರಚಾರಿಕಾ ಆಗಿ ಕಾರ್ಯನಿರ್ವಹಿಸಿದ್ದರು. ಕರ್ನಾಟಕದಲ್ಲಿಯೂ ಅವರು ಹಲವು ವರ್ಷಗಳ ಕಾಲ ಸಂಘಟನಾ ಕಾರ್ಯದಲ್ಲಿ ತೊಡಗಿದ್ದರು. ಅವರ ಅಂತ್ಯಕ್ರಿಯೆ ಸೋಮವಾರ ನಡೆಯಿತು. ರಾಷ್ಟ್ರ ಸೇವಿಕಾ ಸಮಿತಿ ಪ್ರಮುಖ ಸಂಚಾಲಿಕಾ ಶಾಂತಕ್ಕ ಸಂತಾಪ ಸೂಚಿಸಿದ್ದಾರೆ. xyxy=(1297,1547,1496,1763)
hormuz-title: ಹಾರ್ಮುಜ್ ಬಗ್ಗೆ ಅಮೆರಿಕ ಜತೆ ಚರ್ಚಿಸಿಲ್ಲ: ಭಾರತ xyxy=(669,1626,819,1659)
shakti-cont-col2: ಸ್ತ್ರೀಯರಿಗೆ ಪಾಲಿಕೆ ಚುನಾವಣೆಗಳಲ್ಲಿ ಹೆಚ್ಚಿನ ಅವಕಾಶ ನೀಡಲಾಗುವುದು ಎಂದು ಹೇಳಿದರು. ಈ ವೇಳೆ ಉಪ ಮುಖ್ಯಮಂತ್ರಿ ಡಿ.ಕೆ. ಶಿವಕುಮಾರ್, ಅಲ್ಲಾ ಲಾವಣ್ಯ ಸೇರಿದಂತೆ ಹಲವರು ಉಪಸ್ಥಿತರಿದ್ದರು. xyxy=(867,1023,1114,1088)
story-andhra xyxy=(1136,974,1496,1226)
story-nitin-body xyxy=(46,1858,326,2319)
horoscope-sign: ಮೇಷ xyxy=(74,953,102,969)
sub-label: ಒಡಿಶಾದಲ್ಲಿ ನಾಲ್ಕರು ಆಯ್ಕೆ: xyxy=(46,1978,326,2009)
meeting-photo xyxy=(332,197,589,398)
dateline: ಬೆಂಗಳೂರು: xyxy=(750,770,797,783)
horoscope-text: ಉದ್ಯೋಗದಲ್ಲಿ ಒತ್ತಡ. ಪ್ರಯತ್ನ ಫಲ ನೀಡದು. ಹಣಕಾಸು ನಿರ್ವಹಣೆಯಲ್ಲಿ ಎಚ್ಚರ. xyxy=(74,1331,167,1390)
body-text: ನಿಶ್ಚಯಿಸಿದ ಕೆಲಸ ಮಾಡಿದರೆ ಅಧಿಕಾರ ತಾನಾಗಿಯೇ ಬರಲಿದೆ. ಮಹಿಳೆಯರು ಗುರಿ ಇಟ್ಟುಕೊಂಡು ರಾಜಕಾರಣಕ್ಕೆ ಬರಬೇಕು ಎಂದು ಮಹಿಳಾ ಮತ್ತು ಮಕ್ಕಳ ಅಭಿವೃದ್ಧಿ ಇಲಾಖೆ ಸಚಿವೆ ಲಕ್ಷ್ಮೀ ಹೆಬ್ಬಾಳ್ಕರ್ ಹೇಳಿದರು. ಕಾಂಗ್ರೆಸ್ ಪಕ್ಷದ ಸಿದ್ಧಾಂತಕ್ಕೆ ಬದ್ಧರಾಗಿ ಮಹಿಳೆಯರು ಸಂಘಟನೆಯಲ್ಲಿ ಸಕ್ರಿಯವಾಗಿ ತೊಡಗಿಸಿಕೊಳ್ಳಬೇಕು. ಗ್ರಾಮ, ತಾಲೂಕು, ಜಿಲ್ಲಾ ಪಂಚಾಯತಿ ಚುನಾವಣೆಗಳಲ್ಲಿ ಮಹಿಳೆಯರಿಗೆ ಹೆಚ್ಚಿನ ಅವಕಾಶ ನೀಡಲಾಗುವುದು. ಕಾಂಗ್ರೆಸ್ ಪಕ್ಷದ ತತ್ವ ಸಿದ್ಧಾಂತಕ್ಕೆ ಬದ್ಧರಾಗಿರುವವರನ್ನು ಗುರುತಿಸಲಾಗುತ್ತದೆ ಎಂದರು. xyxy=(750,770,1105,865)
horoscope-item-text xyxy=(220,1315,326,1391)
horoscope-item-text xyxy=(220,1116,326,1177)
kidi-nudi-title: ಕಿಡಿ ನುಡಿ xyxy=(137,605,230,642)
sub-text: ಫೆ.28ರಿಂದ ಸಂಘರ್ಷ ಆರಂಭವಾದಾಗಿನಿಂದ, ಡಿಜಿ ಶಿಪ್ಪಿಂಗ್ ನಿಯಂತ್ರಣ ಕೊಠಡಿ 8,400ಕ್ಕೂ ಹೆಚ್ಚು ಕರೆಗಳನ್ನು ನಿರ್ವಹಿಸಿದೆ. ಇಲ್ಲಿಯವರೆಗೆ 286 ಭಾರತೀಯ ನಾವಿಕರನ್ನು ಸುರಕ್ಷಿತವಾಗಿ ಕರೆತರಲಾಗಿದೆ. ವ್ಯಾಪಾರ ಮಾರ್ಗಗಳಲ್ಲಿ ತೊಂದರೆ ಉಂಟಾಗಿದ್ದರೂ ಇಂಧನ ಸರಬರಾಜು ಮುಂದುವರಿದಿದೆ. ಸರ್ಕಾರ ಪರಿಸ್ಥಿತಿಯನ್ನು ಸೂಕ್ಷ್ಮವಾಗಿ ಗಮನಿಸುತ್ತಿದೆ. xyxy=(344,1677,648,1754)
story-rekha-col1 xyxy=(862,1545,1060,1784)
story-lpg-kyc-body xyxy=(611,468,923,573)
divider xyxy=(611,436,923,437)
patil-photo xyxy=(943,194,1498,431)
quote-body xyxy=(750,769,1105,1008)
story-helpline-body xyxy=(344,1841,846,2318)
kidi-nudi-text: ಹಿಂದೆ ನಾವು ಸ್ವಾತಂತ್ರ್ಯ ನಾವ್ ಒಗ್ಗೂಡಿದೆವು, ನಾವು ತಿಳಿದುದನ್ನು ನಾವೇ ತೋಡಿದುದೆವು. ಅಡ್ವಾನ್ಸ್ ಇತ್ತು ಅಂದರೆ ನಾವು ಮುಂದುವರಿದಿದ್ದೇವೆ. ಅದರೆ ಅದಕ್ಕಾಗಿ ಮಾಡಿದ ಬ್ಯಾಂಕ್ ಸಾಲವನ್ನು ನಾವೇ ದುಡಿದು ನಾವೇ ಕಟ್ಟಿದ್ದೇವೆ! xyxy=(64,692,308,761)
dateline: ಬೆಂಗಳೂರು: xyxy=(943,438,992,451)
sub-text: 2025ರ ಡಿಸೆಂಬರ್‌ನಿಂದ 2026ರ ಫೆಬ್ರವರಿ ವರೆಗೆ ದೇಶದಲ್ಲಿ ಒಟ್ಟು 76,544 ಮೆಟ್ರಿಕ್ ಟನ್ ವಾಣಿಜ್ಯ ಎಲ್‌ಪಿಜಿ ಬಳಕೆಯಾಗಿದ್ದು, ಸರಾಸರಿ ಮಾಸಿಕ ಬಳಕೆಯು 25,515 ಮೆಟ್ರಿಕ್ ಟನ್ ಹಾಗೂ ಸರಾಸರಿ ದೈನಂದಿನ ಬಳಕೆಯು ಸರಾಸರಿ 850 ಮೆಟ್ರಿಕ್ ಟನ್ ಆಗಿದೆ. xyxy=(596,1481,843,1562)
headline: ನಿತಿನ್, ನಿತೀಶ್ ಸೇರಿ ಎಂಟು ಎನ್‌ಡಿಎ ಅಭ್ಯರ್ಥಿಗಳಿಗೆ ಜಯ xyxy=(46,1802,267,1853)
horoscope-sign: ಮೀನ xyxy=(220,1314,245,1331)
headline: ಕೆ.ಎಚ್. ಪಾಟೀಲ್ ಅಪರೂಪದ ರಾಜಕಾರಣಿ xyxy=(943,147,1317,179)
dateline: ಪುಟ ೧ರಿಂದ xyxy=(46,1859,95,1873)
headline: ಸಚಿವರಿಂದ ಸಹಾಯವಾಣಿ ವ್ಯವಸ್ಥೆಗೆ ಚಾಲನೆ xyxy=(344,1801,731,1834)
headline: ರಾಷ್ಟ್ರ ಸೇವಿಕಾ ಸಮಿತಿ ಹಿರಿಯ ಪ್ರಚಾರಿಕಾ ರೇಖಾ ರಾಜೆ ನಿಧನ xyxy=(862,1507,1255,1531)
horoscope-item xyxy=(46,1181,180,1243)
horoscope-item-text xyxy=(74,953,180,1029)
logo-emblem-icon xyxy=(63,49,91,77)
divider xyxy=(931,150,932,578)
dateline: ಪುಟ ೧ರಿಂದ xyxy=(344,1630,389,1643)
andhra-badge: ತುಂಗಭದ್ರಾ ಅಣೆಕಟ್ಟೆಯಿಂದ xyxy=(1366,982,1459,995)
horoscope-item xyxy=(192,1181,326,1243)
horoscope-text: ಇತರರ ಜತೆ ಸರಿಯಾಗಿ ವ್ಯವಹರಿಸಿ. ತಪ್ಪು ಕಲ್ಪನೆ ತಲೆದೋರೀತು. xyxy=(220,1331,301,1376)
story-oil-ships-col1 xyxy=(344,1629,648,1785)
zodiac-icon: ✦ xyxy=(192,953,213,974)
sub-label: ಎಲ್‌ಪಿಜಿ ಬಳಕೆ ಎಷ್ಟು? xyxy=(596,1481,693,1494)
horoscope-item-text xyxy=(74,1034,180,1111)
story-rain-col2: ರಾಜ್ಯದ ರಾಯಚೂರು, ಕೊಡಗು ಮತ್ತು ಹಾಸನ ಜಿಲ್ಲೆಗಳಲ್ಲಿ ಆಲಿಕಲ್ಲು ಸಹಿತ ಭಾರಿ ಮಳೆಯಾಗಿದೆ. ರಾಯಚೂರು ಜಿಲ್ಲೆಯಲ್ಲಿ ಸಿಡಿಲು ಬಡಿದು ಬಾಲಕನೊಬ್ಬ ಮೃತಪಟ್ಟಿದ್ದಾನೆ. ಹುಬ್ಬಳ್ಳಿಯಲ್ಲಿ ಕೆಲಸ ಮಾಡುತ್ತಿದ್ದ ಕೊಪ್ಪಳ ಜಿಲ್ಲೆ ಯಲಬುರ್ಗಾ ತಾಲೂಕಿನ ಬಾಲಕ ಮಂಜುನಾಥ (15) ಸಿಡಿಲಿಗೆ ಬಲಿಯಾಗಿದ್ದಾನೆ. ಬಿಸಿಲ ನಾಡು ರಾಯಚೂರು ಜಿಲ್ಲೆಯಲ್ಲಿ ಸೋಮವಾರ ಸಂಜೆ ಗುಡುಗು ಸಹಿತ ಮಳೆಯಾಗಿದ್ದು, ಜನರಿಗೆ ತಂಪೆರೆದಿದೆ. ಜಿಲ್ಲೆಯ ವಿವಿಧೆಡೆ ಆಲಿಕಲ್ಲು ಮಳೆ ಸುರಿದಿದ್ದು, ಬೆಳೆಗಳಿಗೆ ಹಾನಿಯಾಗಿದೆ. xyxy=(1068,2098,1274,2264)
story-patil-col1 xyxy=(943,436,1211,576)
logo-tagline: ರಾಷ್ಟ್ರ ಜಾಗೃತಿಯ ಧ್ವನಿ xyxy=(202,77,267,88)
story-lpg-kyc xyxy=(611,443,923,578)
horoscope-text: ಉದ್ಯೋಗದಲ್ಲಿ ವಿಶೇಷ ಶ್ರೇಷ್ಠತೆ. ಆದ್ದರಿಂದ ಇತರರಿಂದ ಮೆಚ್ಚುಗೆ. xyxy=(220,1132,325,1176)
gulika: ಗುಳಿಕಕಾಲ: 12.00-1.30 xyxy=(123,1422,248,1437)
story-rain xyxy=(864,1803,1496,2338)
story-lpg-policy xyxy=(344,1241,844,1578)
horoscope-item xyxy=(192,1116,326,1177)
